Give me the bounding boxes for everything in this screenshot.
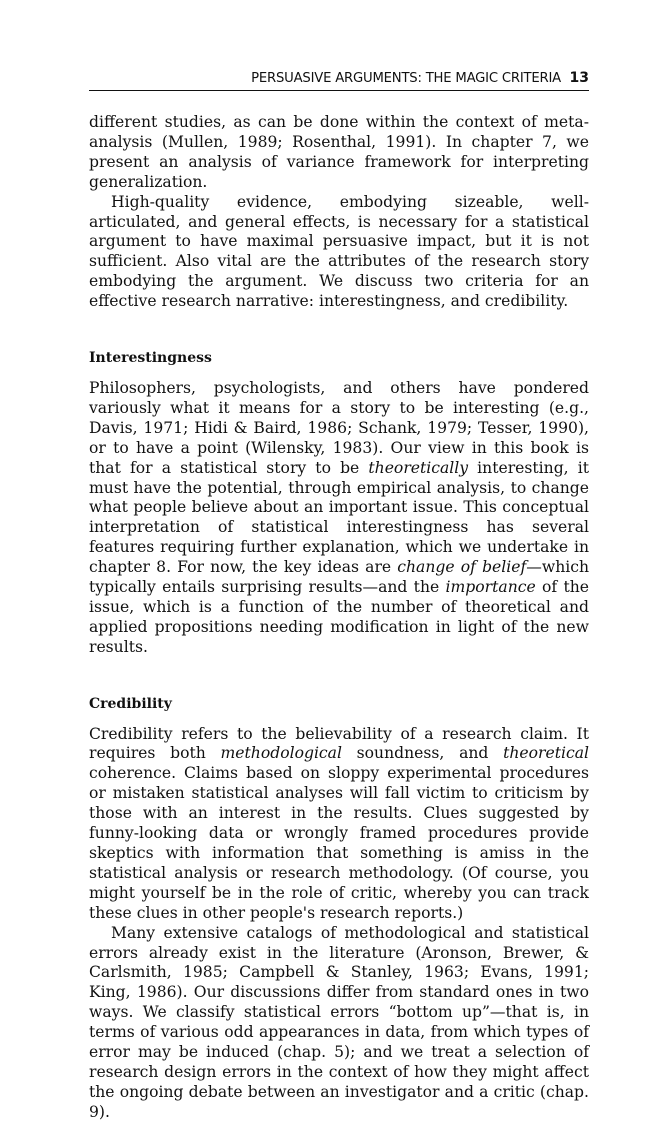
text-run: coherence. Claims based on sloppy experimental procedures or mistaken statistical analyses will fall victim to criticism by those with an interest in the results. Clues suggested by funny-looking data or wrongly framed procedures provide skeptics with information that something is amiss in the statistical analysis or research methodology. (Of course, you might yourself be in the role of critic, whereby you can track these clues in other people's research reports.) [89, 764, 589, 922]
paragraph-evidence: High-quality evidence, embodying sizeable, well-articulated, and general effects, is necessary for a statistical argument to have maximal persuasive impact, but it is not sufficient. Also vital are the attributes of the research story embodying the argument. We discuss two criteria for an effective research narrative: interestingness, and credibility. [89, 192, 589, 311]
section-heading-credibility: Credibility [89, 695, 172, 712]
page-number: 13 [569, 70, 589, 86]
italic-run: methodological [220, 744, 342, 763]
text-run: Philosophers, psychologists, and others have pondered variously what it means for a story to be interesting (e.g., Davis, 1971; Hidi & Baird, 1986; Schank, 1979; Tesser, 1990), or to have a point (Wilensky, 1983). Our view in this book is that for a statistical story to be [89, 378, 589, 477]
italic-run: theoretically [368, 458, 469, 477]
text-run: of the issue, which is a function of the number of theoretical and applied propositions needing modification in light of the new results. [89, 578, 589, 656]
italic-run: change of belief [397, 558, 527, 577]
header-rule [89, 90, 589, 91]
running-head [89, 71, 589, 95]
section-heading-interestingness: Interestingness [89, 350, 212, 367]
italic-run: theoretical [503, 744, 589, 763]
italic-run: importance [445, 578, 536, 597]
text-run: interesting, it must have the potential, through empirical analysis, to change what people believe about an important issue. This conceptual interpretation of statistical interestingness has several features requiring further explanation, which we undertake in chapter 8. For now, the key ideas are [89, 458, 589, 577]
paragraph-credibility [89, 725, 589, 924]
paragraph-interestingness [89, 379, 589, 658]
text-run: soundness, and [341, 744, 504, 763]
body-text [89, 113, 589, 1123]
text-run: —which typically entails surprising results—and the [89, 558, 590, 597]
text-run: Credibility refers to the believability of a research claim. It requires both [89, 724, 589, 763]
paragraph-continuation: different studies, as can be done within the context of meta-analysis (Mullen, 1989; Rosenthal, 1991). In chapter 7, we present an analysis of variance framework for interpreting generalization. [89, 113, 589, 191]
running-head-title: PERSUASIVE ARGUMENTS: THE MAGIC CRITERIA [251, 71, 561, 86]
paragraph-catalogs: Many extensive catalogs of methodological and statistical errors already exist in the literature (Aronson, Brewer, & Carlsmith, 1985; Campbell & Stanley, 1963; Evans, 1991; King, 1986). Our discussions differ from standard ones in two ways. We classify statistical errors “bottom up”—that is, in terms of various odd appearances in data, from which types of error may be induced (chap. 5); and we treat a selection of research design errors in the context of how they might affect the ongoing debate between an investigator and a critic (chap. 9). [89, 923, 589, 1121]
